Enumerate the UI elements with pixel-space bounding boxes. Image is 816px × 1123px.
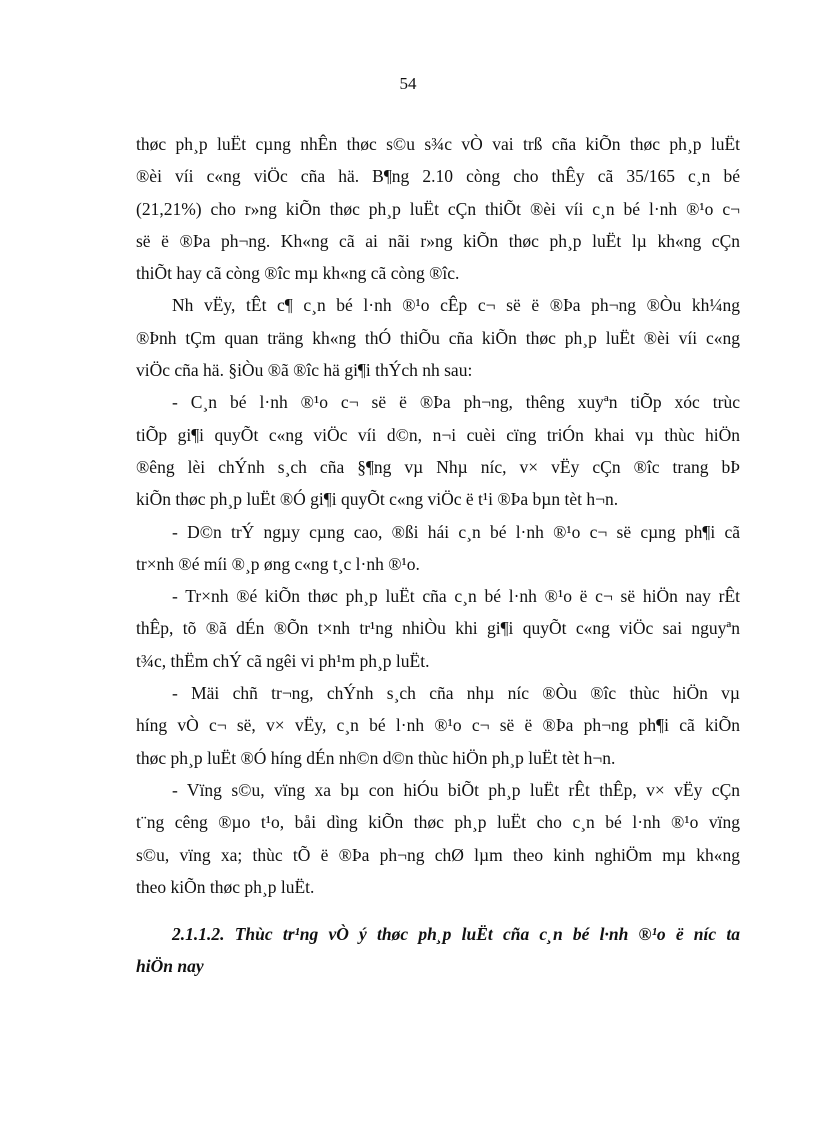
- text-line: s©u, vïng xa; thùc tÕ ë ®Þa ph¬ng chØ lµm theo kinh nghiÖm mµ kh«ng: [136, 844, 740, 865]
- text-line: (21,21%) cho r»ng kiÕn thøc ph¸p luËt cÇn thiÕt ®èi víi c¸n bé l·nh ®¹o c¬: [136, 198, 740, 219]
- text-line: tiÕp gi¶i quyÕt c«ng viÖc víi d©n, n¬i cuèi cïng triÓn khai vµ thùc hiÖn: [136, 424, 740, 445]
- text-line: thiÕt hay cã còng ®îc mµ kh«ng cã còng ®îc.: [136, 263, 460, 284]
- text-line: së ë ®Þa ph¬ng. Kh«ng cã ai nãi r»ng kiÕn thøc ph¸p luËt lµ kh«ng cÇn: [136, 230, 740, 251]
- heading-line: 2.1.1.2. Thùc tr¹ng vÒ ý thøc ph¸p luËt cña c¸n bé l·nh ®¹o ë níc ta: [172, 924, 740, 944]
- text-line: ®èi víi c«ng viÖc cña hä. B¶ng 2.10 còng cho thÊy cã 35/165 c¸n bé: [136, 166, 740, 187]
- body-text: [136, 128, 740, 903]
- page-number: 54: [399, 74, 417, 93]
- text-line: theo kiÕn thøc ph¸p luËt.: [136, 876, 315, 897]
- text-line: - Vïng s©u, vïng xa bµ con hiÓu biÕt ph¸p luËt rÊt thÊp, v× vËy cÇn: [172, 779, 740, 800]
- text-line: - D©n trÝ ngµy cµng cao, ®ßi hái c¸n bé l·nh ®¹o c¬ së cµng ph¶i cã: [172, 521, 740, 542]
- text-line: t¾c, thËm chÝ cã ngêi vi ph¹m ph¸p luËt.: [136, 650, 430, 671]
- text-line: ®êng lèi chÝnh s¸ch cña §¶ng vµ Nhµ níc, v× vËy cÇn ®îc trang bÞ: [136, 456, 740, 477]
- text-line: thøc ph¸p luËt cµng nhÊn thøc s©u s¾c vÒ vai trß cña kiÕn thøc ph¸p luËt: [136, 134, 740, 154]
- text-line: Nh vËy, tÊt c¶ c¸n bé l·nh ®¹o cÊp c¬ së ë ®Þa ph¬ng ®Òu kh¼ng: [172, 295, 740, 316]
- heading-line: hiÖn nay: [136, 956, 204, 977]
- text-line: thÊp, tõ ®ã dÉn ®Õn t×nh tr¹ng nhiÒu khi gi¶i quyÕt c«ng viÖc sai nguyªn: [136, 618, 740, 639]
- text-line: - Tr×nh ®é kiÕn thøc ph¸p luËt cña c¸n bé l·nh ®¹o ë c¬ së hiÖn nay rÊt: [172, 586, 740, 607]
- text-line: kiÕn thøc ph¸p luËt ®Ó gi¶i quyÕt c«ng viÖc ë t¹i ®Þa bµn tèt h¬n.: [136, 489, 619, 510]
- section-heading: [136, 918, 740, 983]
- text-line: - Mäi chñ tr¬ng, chÝnh s¸ch cña nhµ níc ®Òu ®îc thùc hiÖn vµ: [172, 683, 740, 704]
- text-line: tr×nh ®é míi ®¸p øng c«ng t¸c l·nh ®¹o.: [136, 553, 420, 574]
- text-line: viÖc cña hä. §iÒu ®ã ®îc hä gi¶i thÝch nh sau:: [136, 360, 473, 381]
- text-line: t¨ng cêng ®µo t¹o, båi dìng kiÕn thøc ph¸p luËt cho c¸n bé l·nh ®¹o vïng: [136, 812, 740, 833]
- text-line: - C¸n bé l·nh ®¹o c¬ së ë ®Þa ph¬ng, thêng xuyªn tiÕp xóc trùc: [172, 392, 740, 413]
- text-line: ®Þnh tÇm quan träng kh«ng thÓ thiÕu cña kiÕn thøc ph¸p luËt ®èi víi c«ng: [136, 327, 740, 348]
- text-line: híng vÒ c¬ së, v× vËy, c¸n bé l·nh ®¹o c¬ së ë ®Þa ph¬ng ph¶i cã kiÕn: [136, 715, 740, 736]
- text-line: thøc ph¸p luËt ®Ó híng dÉn nh©n d©n thùc hiÖn ph¸p luËt tèt h¬n.: [136, 747, 616, 768]
